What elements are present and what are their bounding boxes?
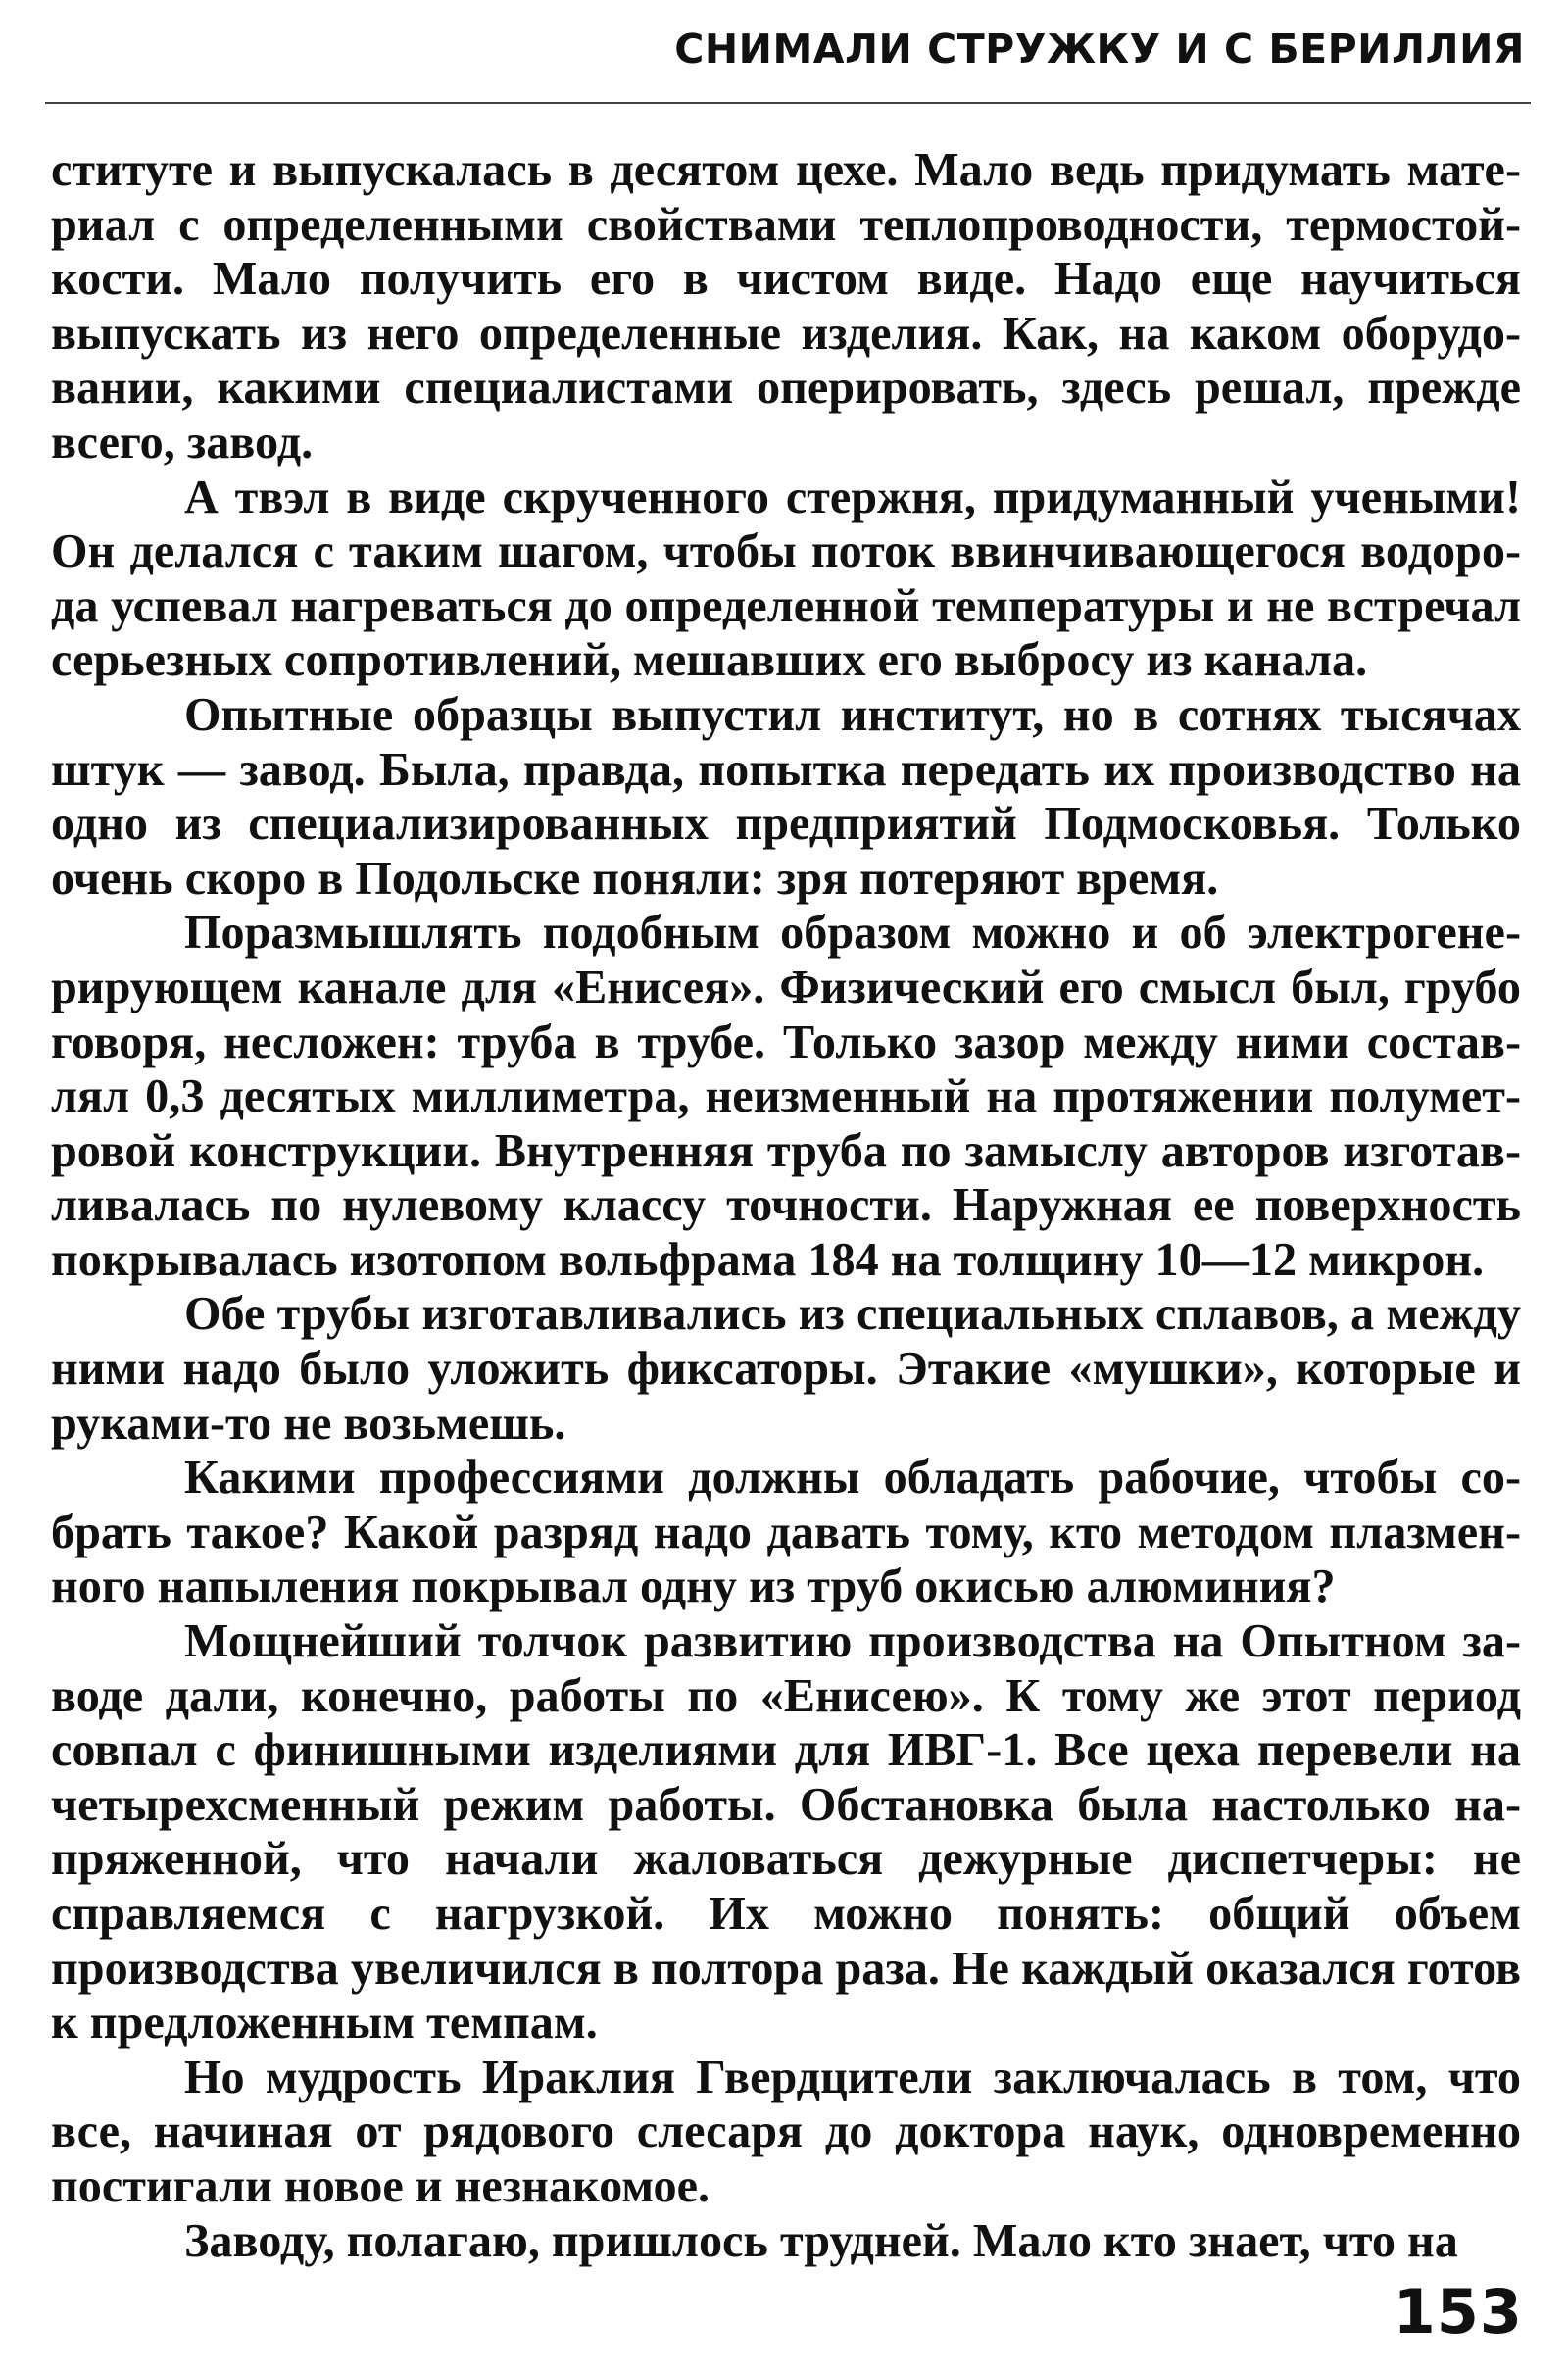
paragraph: Какими профессиями должны обладать рабочие, чтобы собрать такое? Какой разряд надо давать тому, кто методом плазменного напыления покрывал одну из труб окисью алюминия? [51, 1452, 1521, 1613]
header-rule [45, 102, 1531, 104]
paragraph: Обе трубы изготавливались из специальных сплавов, а между ними надо было уложить фиксаторы. Этакие «мушки», которые и руками-то не возьмешь. [51, 1288, 1521, 1450]
paragraph: Но мудрость Ираклия Гвердцители заключалась в том, что все, начиная от рядового слесаря до доктора наук, одновременно постигали новое и незнакомое. [51, 2051, 1521, 2212]
paragraph: А твэл в виде скрученного стержня, придуманный учеными! Он делался с таким шагом, чтобы поток ввинчивающегося водорода успевал нагреваться до определенной температуры и не встречал серьезных сопротивлений, мешавших его выбросу из канала. [51, 470, 1521, 687]
paragraph: Опытные образцы выпустил институт, но в сотнях тысячах штук — завод. Была, правда, попытка передать их производство на одно из специализированных предприятий Подмосковья. Только очень скоро в Подольске поняли: зря потеряют время. [51, 688, 1521, 905]
paragraph-continued: ституте и выпускалась в десятом цехе. Мало ведь придумать материал с определенными свойствами теплопроводности, термостойкости. Мало получить его в чистом виде. Надо еще научиться выпускать из него определенные изделия. Как, на каком оборудовании, какими специалистами оперировать, здесь решал, прежде всего, завод. [51, 144, 1521, 469]
running-title: СНИМАЛИ СТРУЖКУ И С БЕРИЛЛИЯ [674, 25, 1525, 73]
page-number: 153 [1393, 2276, 1523, 2348]
paragraph: Мощнейший толчок развитию производства на Опытном заводе дали, конечно, работы по «Енисею». К тому же этот период совпал с финишными изделиями для ИВГ-1. Все цеха перевели на четырехсменный режим работы. Обстановка была настолько напряженной, что начали жаловаться дежурные диспетчеры: не справляемся с нагрузкой. Их можно понять: общий объем производства увеличился в полтора раза. Не каждый оказался готов к предложенным темпам. [51, 1615, 1521, 2050]
body-text [51, 143, 1521, 2268]
paragraph: Заводу, полагаю, пришлось трудней. Мало кто знает, что на [184, 2214, 1458, 2267]
paragraph: Поразмышлять подобным образом можно и об электрогенерирующем канале для «Енисея». Физический его смысл был, грубо говоря, несложен: труба в трубе. Только зазор между ними составлял 0,3 десятых миллиметра, неизменный на протяжении полуметровой конструкции. Внутренняя труба по замыслу авторов изготавливалась по нулевому классу точности. Наружная ее поверхность покрывалась изотопом вольфрама 184 на толщину 10—12 микрон. [51, 907, 1521, 1286]
